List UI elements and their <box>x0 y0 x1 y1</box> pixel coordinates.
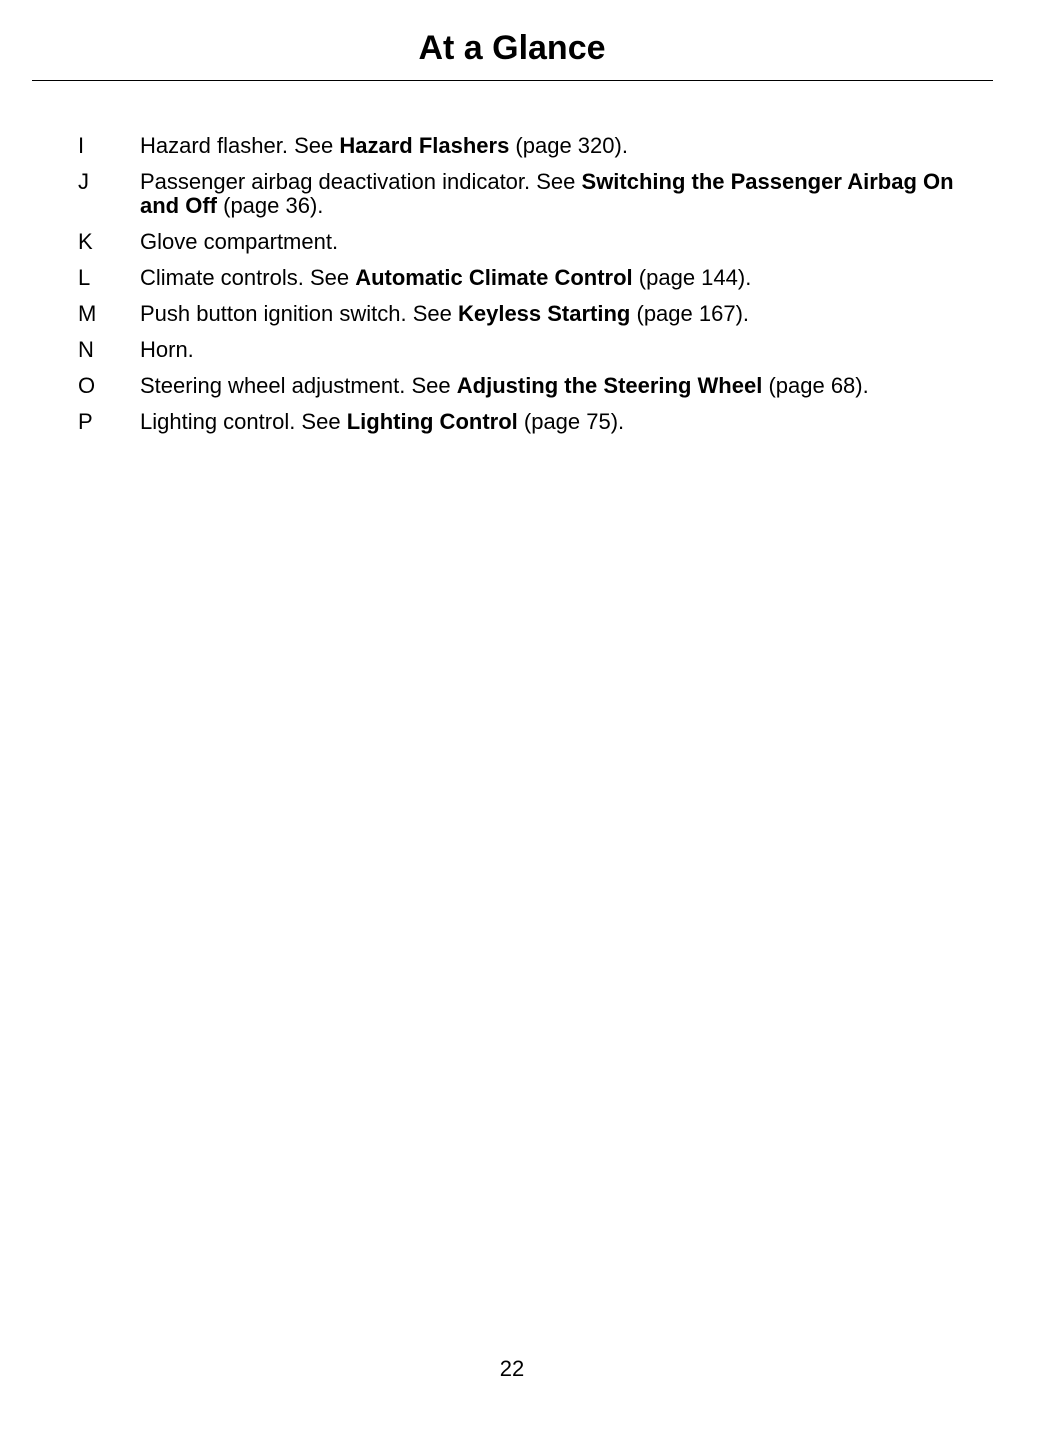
list-item <box>76 266 996 290</box>
page-title: At a Glance <box>418 29 606 67</box>
legend-lead: Climate controls. See <box>140 265 356 290</box>
cross-reference-link[interactable]: Automatic Climate Control <box>355 265 633 290</box>
cross-reference-link[interactable]: Adjusting the Steering Wheel <box>456 373 763 398</box>
legend-key: J <box>78 169 89 194</box>
legend-key: K <box>78 229 93 254</box>
legend-lead: Glove compartment. <box>140 229 339 254</box>
legend-key: I <box>78 133 85 158</box>
legend-key: O <box>78 373 96 398</box>
page-reference: (page 320). <box>509 133 628 158</box>
legend-text <box>140 170 996 218</box>
cross-reference-link[interactable]: Keyless Starting <box>457 301 631 326</box>
legend-key: N <box>78 337 94 362</box>
legend-lead: Steering wheel adjustment. See <box>140 373 457 398</box>
legend-text <box>140 374 996 398</box>
legend-key: L <box>78 265 91 290</box>
legend-lead: Push button ignition switch. See <box>140 301 458 326</box>
legend-text <box>140 410 996 434</box>
title-divider <box>32 80 993 81</box>
list-item <box>76 338 996 362</box>
legend-text <box>140 338 996 362</box>
cross-reference-link[interactable]: Lighting Control <box>346 409 518 434</box>
list-item <box>76 170 996 218</box>
cross-reference-link[interactable]: Switching the Passenger Airbag On and Off <box>140 169 954 218</box>
legend-text <box>140 302 996 326</box>
list-item <box>76 410 996 434</box>
legend-text <box>140 266 996 290</box>
legend-lead: Passenger airbag deactivation indicator. See <box>140 169 582 194</box>
legend-text <box>140 230 996 254</box>
page-reference: (page 68). <box>762 373 869 398</box>
list-item <box>76 302 996 326</box>
list-item <box>76 134 996 158</box>
cross-reference-link[interactable]: Hazard Flashers <box>339 133 510 158</box>
page-number: 22 <box>499 1356 525 1381</box>
list-item <box>76 374 996 398</box>
page-reference: (page 75). <box>517 409 625 434</box>
page-reference: (page 167). <box>630 301 750 326</box>
legend-list <box>76 134 996 446</box>
legend-lead: Horn. <box>140 337 194 362</box>
page-reference: (page 36). <box>217 193 324 218</box>
legend-key: P <box>78 409 93 434</box>
legend-text <box>140 134 996 158</box>
legend-lead: Lighting control. See <box>140 409 347 434</box>
legend-lead: Hazard flasher. See <box>140 133 340 158</box>
page-reference: (page 144). <box>632 265 752 290</box>
legend-key: M <box>78 301 97 326</box>
list-item <box>76 230 996 254</box>
